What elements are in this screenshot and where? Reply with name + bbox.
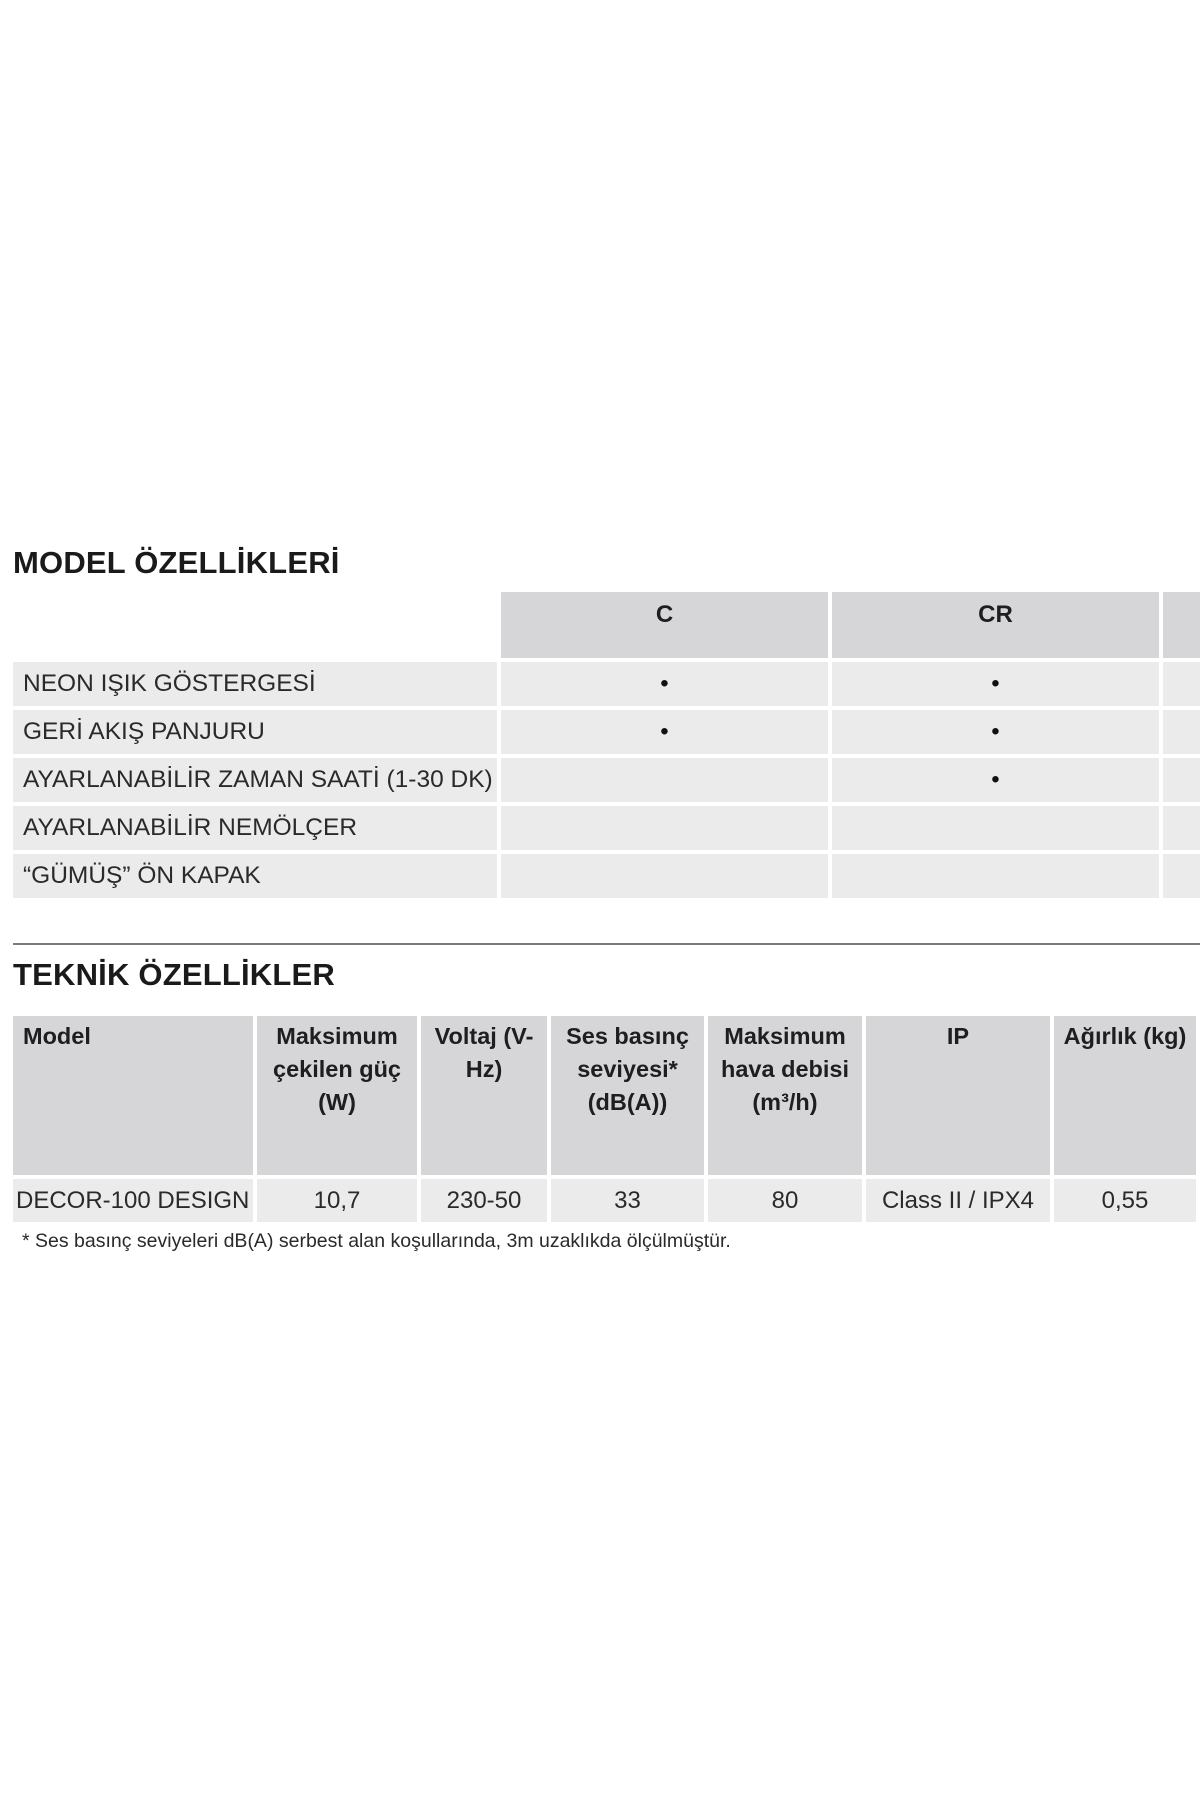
- feature-mark-c: •: [501, 662, 828, 706]
- feature-cell-cut-off: [1163, 710, 1200, 754]
- table-corner: [13, 592, 497, 658]
- feature-mark-c: [501, 806, 828, 850]
- feature-mark-cr: •: [832, 758, 1159, 802]
- feature-mark-cr: [832, 854, 1159, 898]
- feature-mark-cr: [832, 806, 1159, 850]
- feature-label: AYARLANABİLİR NEMÖLÇER: [13, 806, 497, 850]
- feature-mark-cr: •: [832, 710, 1159, 754]
- column-header-airflow: Maksimum hava debisi (m³/h): [708, 1016, 862, 1175]
- column-header-voltage: Voltaj (V-Hz): [421, 1016, 547, 1175]
- feature-mark-c: [501, 758, 828, 802]
- feature-mark-cr: •: [832, 662, 1159, 706]
- feature-cell-cut-off: [1163, 806, 1200, 850]
- feature-cell-cut-off: [1163, 758, 1200, 802]
- feature-label: NEON IŞIK GÖSTERGESİ: [13, 662, 497, 706]
- section-divider: [13, 943, 1200, 945]
- feature-mark-c: •: [501, 710, 828, 754]
- column-header-cut-off: [1163, 592, 1200, 658]
- feature-label: AYARLANABİLİR ZAMAN SAATİ (1-30 DK): [13, 758, 497, 802]
- footnote: * Ses basınç seviyeleri dB(A) serbest alan koşullarında, 3m uzaklıkda ölçülmüştür.: [22, 1230, 731, 1252]
- feature-cell-cut-off: [1163, 662, 1200, 706]
- feature-label: GERİ AKIŞ PANJURU: [13, 710, 497, 754]
- spec-model-value: DECOR-100 DESIGN: [13, 1179, 253, 1222]
- spec-voltage-value: 230-50: [421, 1179, 547, 1222]
- spec-power-value: 10,7: [257, 1179, 417, 1222]
- column-header-ip: IP: [866, 1016, 1050, 1175]
- column-header-model: Model: [13, 1016, 253, 1175]
- technical-specs-table: [13, 1016, 1200, 1222]
- column-header-weight: Ağırlık (kg): [1054, 1016, 1196, 1175]
- spec-weight-value: 0,55: [1054, 1179, 1196, 1222]
- column-header-sound-pressure: Ses basınç seviyesi* (dB(A)): [551, 1016, 704, 1175]
- feature-mark-c: [501, 854, 828, 898]
- spec-sound-value: 33: [551, 1179, 704, 1222]
- feature-cell-cut-off: [1163, 854, 1200, 898]
- column-header-cr: CR: [832, 592, 1159, 658]
- technical-specs-title: TEKNİK ÖZELLİKLER: [13, 957, 335, 992]
- column-header-power: Maksimum çekilen güç (W): [257, 1016, 417, 1175]
- spec-ip-value: Class II / IPX4: [866, 1179, 1050, 1222]
- spec-airflow-value: 80: [708, 1179, 862, 1222]
- model-features-title: MODEL ÖZELLİKLERİ: [13, 545, 340, 580]
- feature-label: “GÜMÜŞ” ÖN KAPAK: [13, 854, 497, 898]
- column-header-c: C: [501, 592, 828, 658]
- model-features-table: [13, 592, 1200, 898]
